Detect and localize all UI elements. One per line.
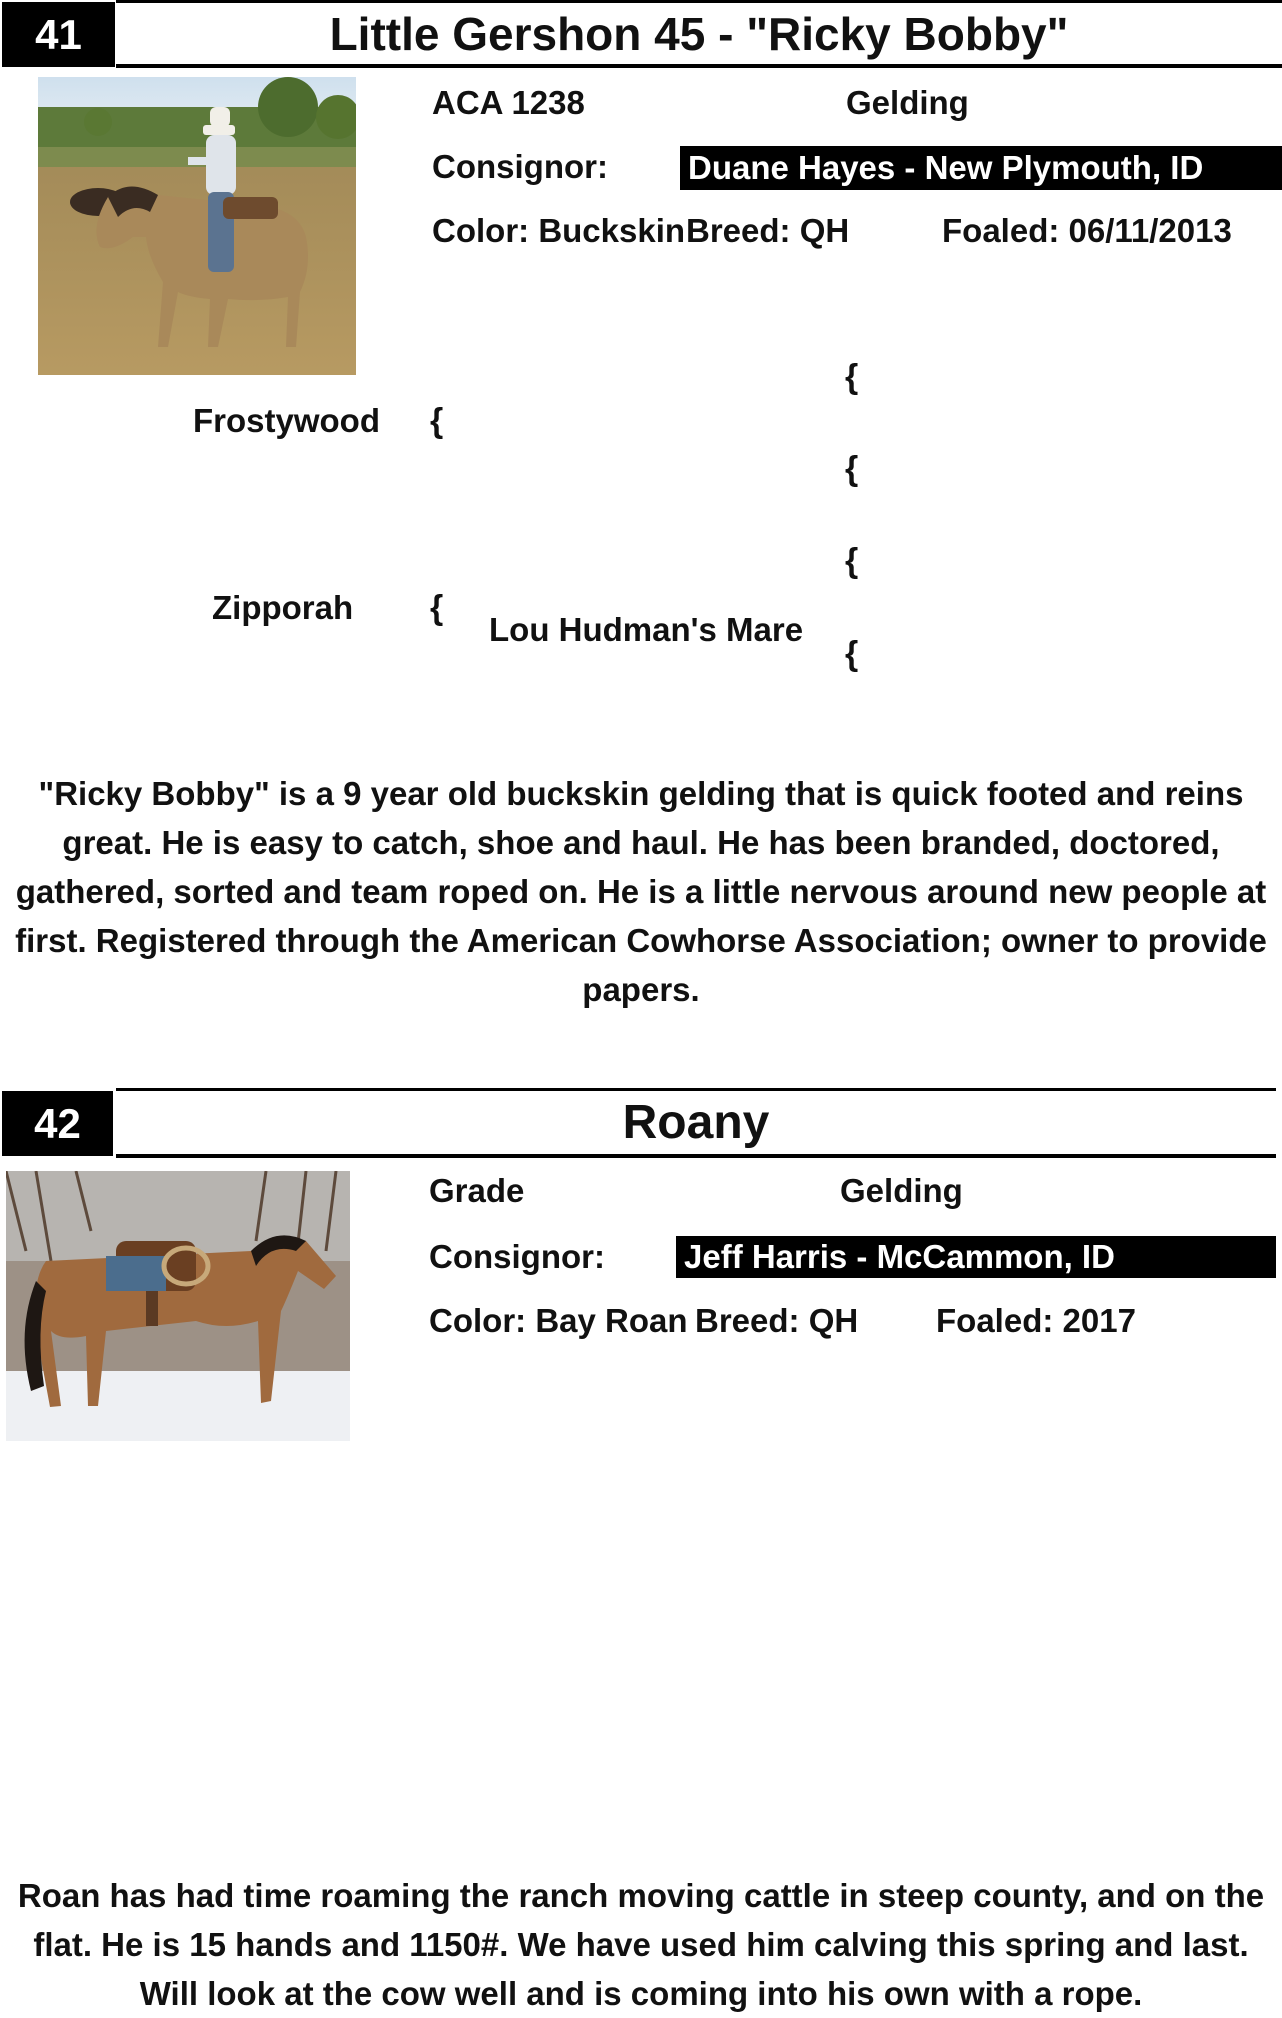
lot-title-42: Roany [116, 1088, 1276, 1158]
foaled-41: Foaled: 06/11/2013 [942, 212, 1232, 249]
description-42: Roan has had time roaming the ranch moving cattle in steep county, and on the flat. He is 15 hands and 1150#. We have used him calving this spring and last. Will look at the cow well and is coming into his own with a rope. [17, 1877, 1265, 2012]
consignor-label-41: Consignor: [432, 148, 608, 185]
registration-42: Grade [429, 1172, 525, 1209]
pedigree-brace-1: { [845, 358, 859, 396]
pedigree-dam-sire-41: Lou Hudman's Mare [489, 611, 804, 648]
consignor-name-41: Duane Hayes - New Plymouth, ID [688, 149, 1204, 186]
consignor-bar-42 [676, 1236, 1276, 1278]
sex-42: Gelding [840, 1172, 963, 1209]
pedigree-sire-41: Frostywood [193, 402, 380, 439]
registration-41: ACA 1238 [432, 84, 585, 121]
horse-rider-photo-illustration [38, 77, 356, 375]
color-42: Color: Bay Roan [429, 1302, 688, 1339]
pedigree-brace-3: { [845, 542, 859, 580]
foaled-42: Foaled: 2017 [936, 1302, 1136, 1339]
pedigree-brace-2: { [845, 450, 859, 488]
sex-41: Gelding [846, 84, 969, 121]
bay-roan-horse-photo-illustration [6, 1171, 350, 1441]
breed-41: Breed: QH [686, 212, 850, 249]
breed-42: Breed: QH [695, 1302, 859, 1339]
consignor-name-42: Jeff Harris - McCammon, ID [684, 1238, 1115, 1275]
consignor-bar-41 [680, 146, 1282, 190]
pedigree-brace-sire: { [430, 402, 444, 440]
pedigree-brace-dam: { [430, 589, 444, 627]
lot-title-41: Little Gershon 45 - "Ricky Bobby" [116, 0, 1282, 68]
description-41: "Ricky Bobby" is a 9 year old buckskin gelding that is quick footed and reins great. He is easy to catch, shoe and haul. He has been branded, doctored, gathered, sorted and team roped on. He is a little nervous around new people at first. Registered through the American Cowhorse Association; owner to provide papers. [15, 775, 1267, 1008]
consignor-label-42: Consignor: [429, 1238, 605, 1275]
color-41: Color: Buckskin [432, 212, 686, 249]
lot-number-41: 41 [2, 2, 115, 67]
pedigree-brace-4: { [845, 635, 859, 673]
pedigree-dam-41: Zipporah [212, 589, 354, 626]
horse-photo-42 [6, 1171, 350, 1441]
lot-number-42: 42 [2, 1091, 113, 1156]
horse-photo-41 [38, 77, 356, 375]
